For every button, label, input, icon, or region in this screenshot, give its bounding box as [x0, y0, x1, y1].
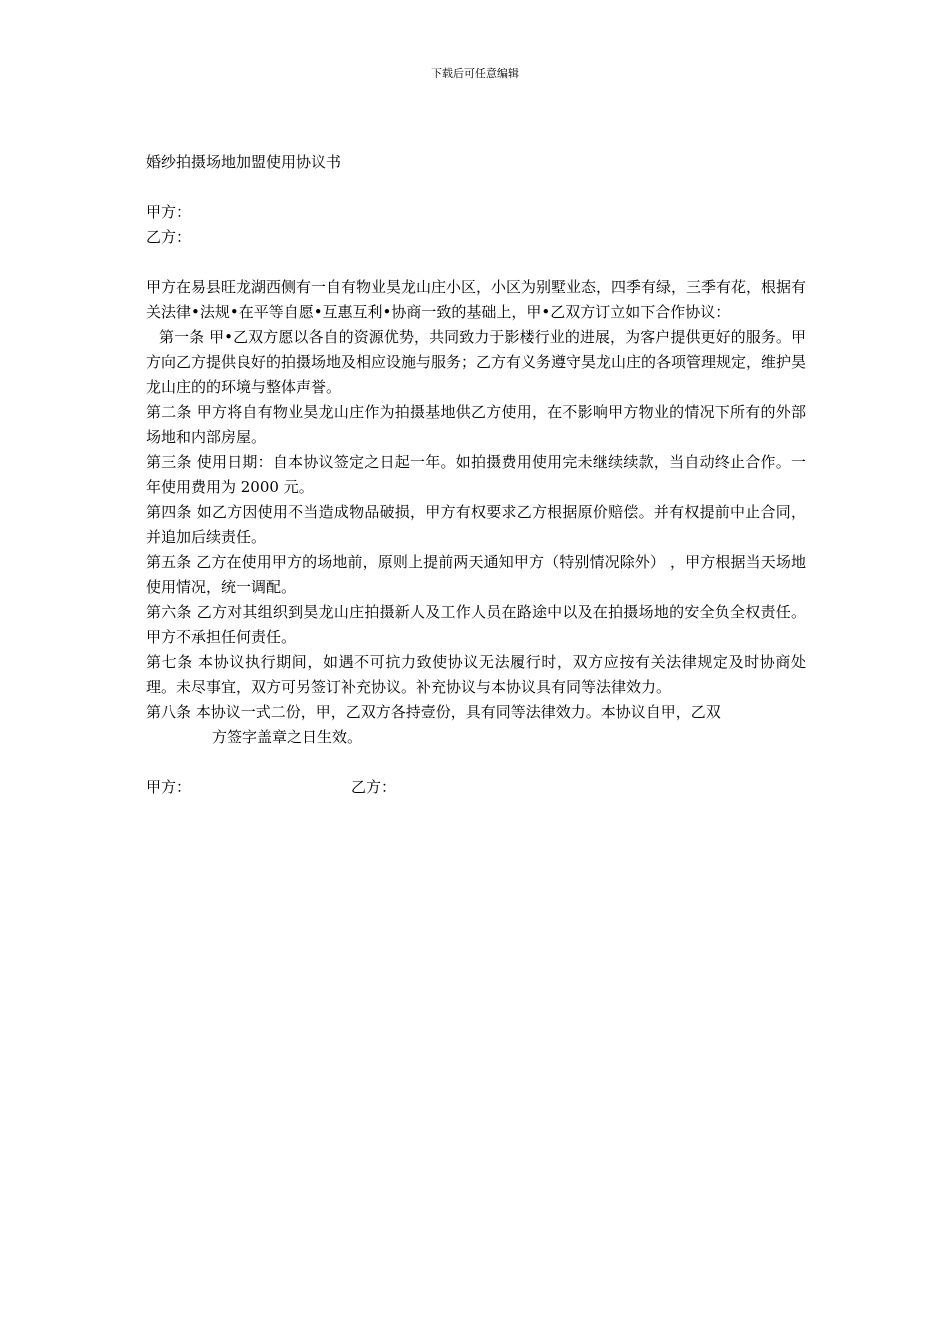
article-4: 第四条 如乙方因使用不当造成物品破损，甲方有权要求乙方根据原价赔偿。并有权提前中止合同，并追加后续责任。	[146, 503, 806, 546]
article-7: 第七条 本协议执行期间，如遇不可抗力致使协议无法履行时，双方应按有关法律规定及时协商处理。未尽事宜，双方可另签订补充协议。补充协议与本协议具有同等法律效力。	[146, 653, 806, 696]
party-b-line: 乙方：	[146, 228, 192, 246]
article-1: 第一条 甲•乙双方愿以各自的资源优势，共同致力于影楼行业的进展，为客户提供更好的服务。甲方向乙方提供良好的拍摄场地及相应设施与服务；乙方有义务遵守昊龙山庄的各项管理规定，维护昊龙山庄的的环境与整体声誉。	[146, 328, 807, 396]
article-2: 第二条 甲方将自有物业昊龙山庄作为拍摄基地供乙方使用，在不影响甲方物业的情况下所有的外部场地和内部房屋。	[146, 403, 806, 446]
article-8-continuation: 方签字盖章之日生效。	[212, 728, 363, 746]
article-5: 第五条 乙方在使用甲方的场地前，原则上提前两天通知甲方（特别情况除外） ，甲方根据当天场地使用情况，统一调配。	[146, 553, 806, 596]
article-3: 第三条 使用日期：自本协议签定之日起一年。如拍摄费用使用完未继续续款，当自动终止合作。一年使用费用为 2000 元。	[146, 453, 806, 496]
signature-row	[146, 775, 806, 800]
document-title: 婚纱拍摄场地加盟使用协议书	[146, 153, 342, 171]
article-8	[146, 700, 806, 750]
document-body	[146, 150, 806, 800]
signature-party-b: 乙方：	[351, 778, 397, 796]
party-a-line: 甲方：	[146, 203, 192, 221]
header-note: 下载后可任意编辑	[431, 67, 519, 80]
intro-paragraph: 甲方在易县旺龙湖西侧有一自有物业昊龙山庄小区，小区为别墅业态，四季有绿，三季有花，根据有关法律•法规•在平等自愿•互惠互利•协商一致的基础上，甲•乙双方订立如下合作协议：	[146, 278, 807, 321]
article-8-lead: 第八条 本协议一式二份，甲，乙双方各持壹份，具有同等法律效力。本协议自甲，乙双	[146, 703, 721, 721]
signature-party-a: 甲方：	[146, 778, 192, 796]
article-6: 第六条 乙方对其组织到昊龙山庄拍摄新人及工作人员在路途中以及在拍摄场地的安全负全权责任。甲方不承担任何责任。	[146, 603, 806, 646]
